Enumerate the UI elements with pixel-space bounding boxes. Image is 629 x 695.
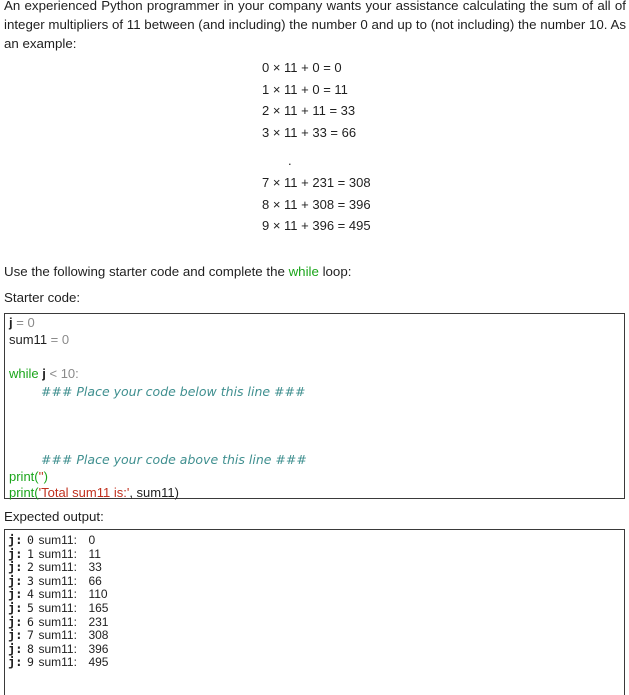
code-line-sum-init xyxy=(9,332,69,347)
output-j-label: j: xyxy=(8,546,23,561)
code-args: , sum11) xyxy=(129,485,179,500)
output-sum-label: sum11: xyxy=(38,628,77,643)
output-sum-value: 396 xyxy=(88,641,109,656)
output-row xyxy=(8,656,128,670)
output-row xyxy=(8,616,128,630)
output-j-value: 2 xyxy=(26,560,34,575)
expected-output-box xyxy=(4,529,625,695)
output-j-label: j: xyxy=(8,655,23,670)
output-j-value: 3 xyxy=(26,573,34,588)
code-var: j xyxy=(9,315,13,330)
problem-intro: An experienced Python programmer in your company wants your assistance calculating the sum of all of integer multipliers of 11 between (and including) the number 0 and up to (not including) the number 10. As an example: xyxy=(4,0,626,51)
output-sum-label: sum11: xyxy=(38,587,77,602)
output-j-label: j: xyxy=(8,587,23,602)
output-row xyxy=(8,629,128,643)
output-j-label: j: xyxy=(8,614,23,629)
output-sum-label: sum11: xyxy=(38,614,77,629)
instruction-text xyxy=(4,264,351,279)
output-sum-value: 66 xyxy=(88,573,102,588)
output-row xyxy=(8,575,128,589)
instruction-before: Use the following starter code and complete the xyxy=(4,264,289,279)
expected-output-label: Expected output: xyxy=(4,509,104,524)
output-sum-label: sum11: xyxy=(38,560,77,575)
output-sum-value: 165 xyxy=(88,601,109,615)
output-row xyxy=(8,588,128,602)
instruction-after: loop: xyxy=(318,264,352,279)
output-j-value: 4 xyxy=(26,587,34,602)
code-string: 'Total sum11 is:' xyxy=(38,485,130,500)
output-row xyxy=(8,534,128,548)
output-sum-value: 0 xyxy=(88,533,96,547)
output-sum-value: 231 xyxy=(88,614,109,629)
output-row xyxy=(8,602,128,616)
example-equations xyxy=(262,57,371,237)
code-function: print( xyxy=(9,485,39,500)
code-line-print-empty xyxy=(9,469,48,484)
output-sum-label: sum11: xyxy=(38,655,77,670)
output-j-label: j: xyxy=(8,641,23,656)
output-sum-value: 308 xyxy=(88,628,109,643)
code-operator: < xyxy=(45,366,61,381)
code-comment-top xyxy=(41,384,305,399)
output-j-value: 6 xyxy=(26,614,34,629)
output-j-value: 7 xyxy=(26,628,34,643)
comment-text: ### Place your code above this line ### xyxy=(41,452,307,467)
code-var: sum11 xyxy=(9,332,48,347)
code-close-paren: ) xyxy=(43,469,48,484)
output-sum-value: 495 xyxy=(88,655,109,670)
code-keyword: while xyxy=(9,366,39,381)
output-sum-label: sum11: xyxy=(38,533,77,547)
output-j-label: j: xyxy=(8,601,23,615)
output-j-value: 5 xyxy=(26,601,34,615)
code-line-j-init xyxy=(9,315,35,330)
comment-text: ### Place your code below this line ### xyxy=(41,384,306,399)
code-string: '' xyxy=(38,469,44,484)
output-sum-label: sum11: xyxy=(38,573,77,588)
output-j-label: j: xyxy=(8,628,23,643)
code-assign: = 0 xyxy=(12,315,35,330)
code-var: j xyxy=(42,366,46,381)
output-j-label: j: xyxy=(8,533,23,547)
code-comment-bottom xyxy=(41,452,307,467)
example-equation: 7 × 11 + 231 = 308 xyxy=(262,175,371,190)
output-row xyxy=(8,643,128,657)
output-j-value: 9 xyxy=(26,655,34,670)
code-function: print( xyxy=(9,469,39,484)
instruction-keyword: while xyxy=(288,264,319,279)
code-assign: = 0 xyxy=(47,332,70,347)
output-sum-value: 110 xyxy=(88,587,108,602)
output-j-value: 0 xyxy=(26,533,34,547)
code-number: 10: xyxy=(60,366,79,381)
output-sum-label: sum11: xyxy=(38,641,77,656)
code-line-while xyxy=(9,366,79,381)
example-equation: 2 × 11 + 11 = 33 xyxy=(262,103,356,118)
output-sum-value: 33 xyxy=(88,560,102,575)
example-equation: 1 × 11 + 0 = 11 xyxy=(262,81,348,97)
example-equation: 8 × 11 + 308 = 396 xyxy=(262,196,371,212)
output-row xyxy=(8,548,128,562)
output-j-value: 8 xyxy=(26,641,34,656)
output-j-value: 1 xyxy=(26,546,34,561)
output-sum-label: sum11: xyxy=(38,546,77,561)
output-row xyxy=(8,561,128,575)
code-line-print-total xyxy=(9,485,179,500)
output-sum-label: sum11: xyxy=(38,601,77,615)
starter-code-box xyxy=(4,313,625,499)
output-j-label: j: xyxy=(8,560,23,575)
example-equation: 3 × 11 + 33 = 66 xyxy=(262,124,357,140)
output-sum-value: 11 xyxy=(88,546,101,561)
example-equation: 0 × 11 + 0 = 0 xyxy=(262,60,342,75)
ellipsis-dot: . xyxy=(288,153,292,168)
starter-code-label: Starter code: xyxy=(4,290,81,305)
example-equation: 9 × 11 + 396 = 495 xyxy=(262,218,371,233)
output-j-label: j: xyxy=(8,573,23,588)
